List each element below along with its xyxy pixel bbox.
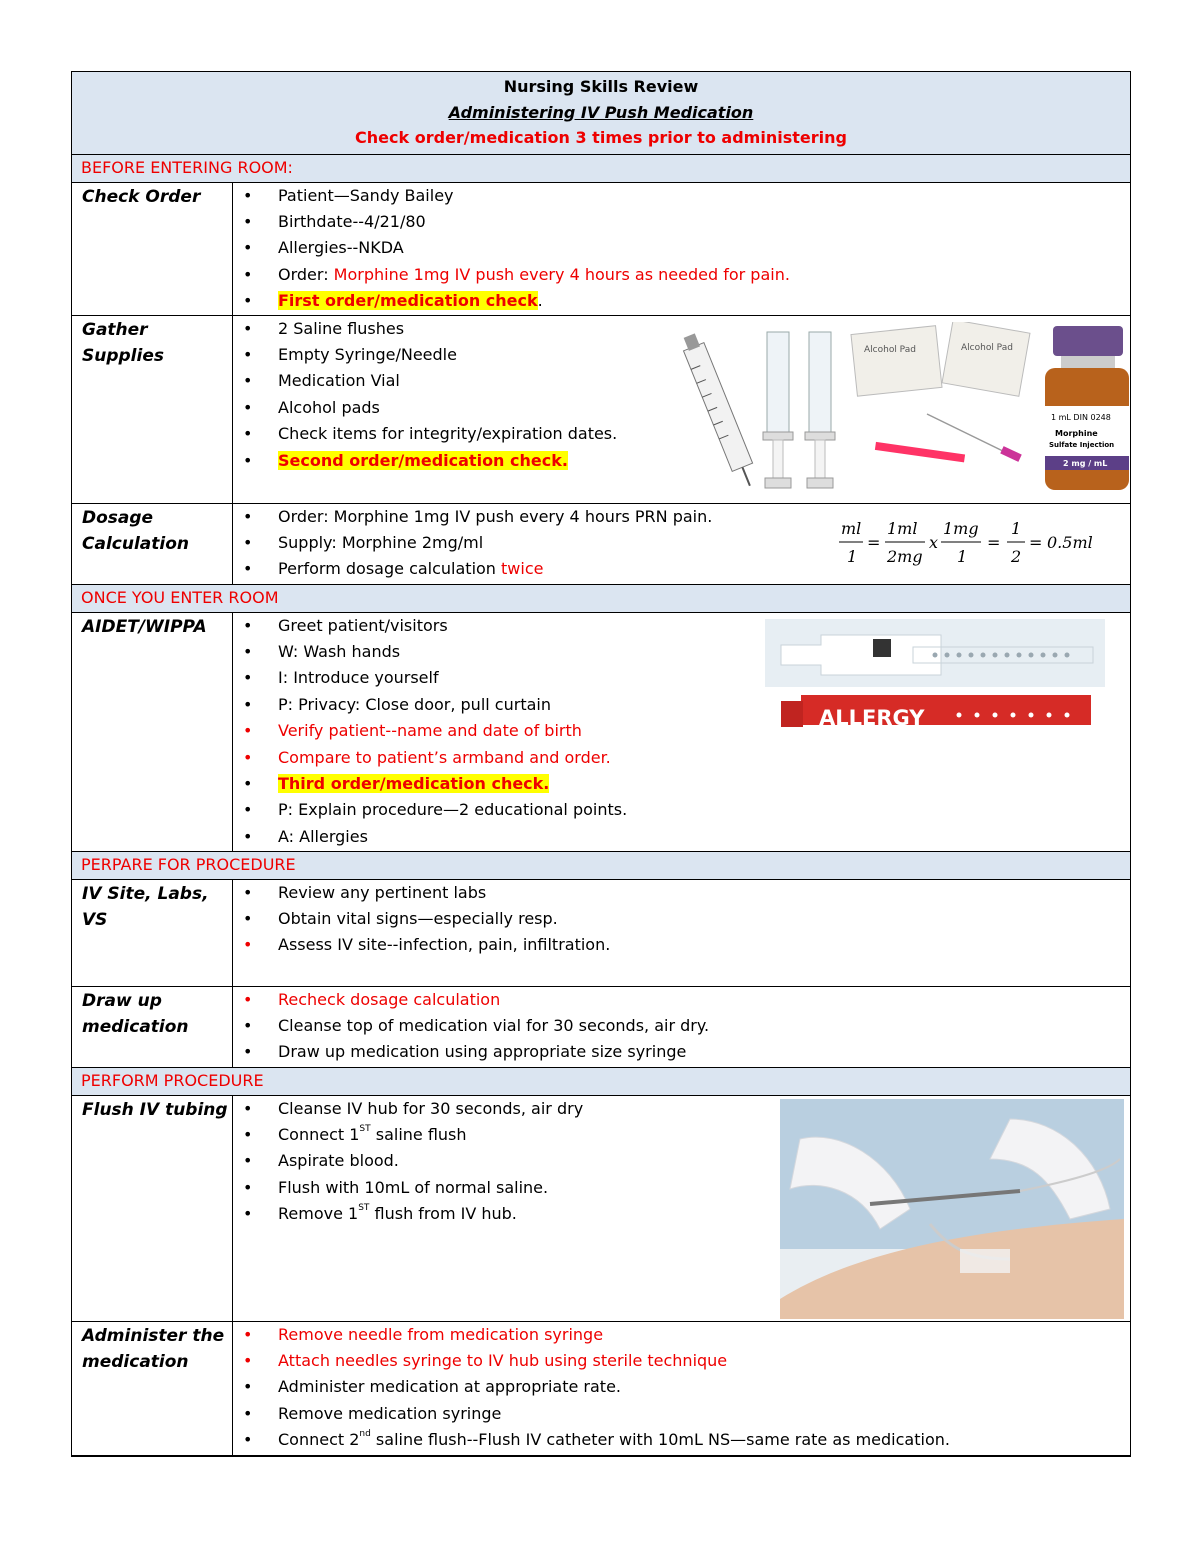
first-check: First order/medication check [278, 291, 538, 311]
svg-text:Alcohol Pad: Alcohol Pad [961, 342, 1013, 353]
row-iv-site [72, 879, 1131, 986]
list-item: • Compare to patient’s armband and order. [233, 745, 1130, 771]
list-item: • Allergies--NKDA [233, 235, 1130, 261]
label-administer: Administer the medication [72, 1321, 233, 1456]
iv-flush-photo [780, 1099, 1124, 1319]
svg-text:=: = [987, 532, 1001, 552]
list-item: • Assess IV site--infection, pain, infiltration. [233, 932, 1130, 958]
list-item: • Connect 1ST saline flush [233, 1122, 1130, 1148]
svg-text:=: = [1029, 532, 1043, 552]
svg-text:x: x [929, 532, 939, 552]
svg-text:1ml: 1ml [887, 518, 918, 538]
armband-image [763, 617, 1108, 757]
list-item: • Empty Syringe/Needle [233, 342, 1130, 368]
check-order-list [233, 183, 1130, 315]
list-item [233, 771, 1130, 797]
label-aidet: AIDET/WIPPA [72, 612, 233, 851]
section-before: BEFORE ENTERING ROOM: [72, 154, 1131, 182]
list-item: • Remove 1ST flush from IV hub. [233, 1201, 1130, 1227]
label-gather: Gather Supplies [72, 315, 233, 503]
svg-text:ALLERGY: ALLERGY [819, 705, 925, 730]
label-flush: Flush IV tubing [72, 1095, 233, 1321]
list-item: • Greet patient/visitors [233, 613, 1130, 639]
list-item: • Recheck dosage calculation [233, 987, 1130, 1013]
medication-vial-icon [1045, 326, 1129, 490]
list-item: • First order/medication check. [233, 288, 1130, 314]
order-text: Morphine 1mg IV push every 4 hours as needed for pain. [333, 264, 790, 284]
row-administer [72, 1321, 1131, 1456]
list-item: • Administer medication at appropriate rate. [233, 1374, 1130, 1400]
row-flush [72, 1095, 1131, 1321]
doc-note: Check order/medication 3 times prior to administering [355, 128, 847, 147]
list-item: • Order: Morphine 1mg IV push every 4 hours PRN pain. [233, 504, 1130, 530]
alcohol-pad-icon [942, 322, 1030, 396]
svg-text:Sulfate Injection: Sulfate Injection [1049, 440, 1115, 449]
list-item: • Connect 2nd saline flush--Flush IV catheter with 10mL NS—same rate as medication. [233, 1427, 1130, 1453]
row-dosage [72, 503, 1131, 584]
svg-text:ml: ml [841, 518, 862, 538]
list-item: • Verify patient--name and date of birth [233, 718, 1130, 744]
section-prepare: PERPARE FOR PROCEDURE [72, 851, 1131, 879]
supplies-image [679, 322, 1129, 498]
skills-table [71, 71, 1131, 1457]
list-item: • Remove medication syringe [233, 1401, 1130, 1427]
draw-up-list [233, 987, 1130, 1066]
svg-text:1: 1 [957, 546, 968, 566]
list-item: • Obtain vital signs—especially resp. [233, 906, 1130, 932]
svg-text:2 mg / mL: 2 mg / mL [1063, 458, 1108, 468]
section-once: ONCE YOU ENTER ROOM [72, 584, 1131, 612]
list-item: • P: Explain procedure—2 educational points. [233, 797, 1130, 823]
svg-text:2mg: 2mg [887, 546, 923, 566]
list-item: • Remove needle from medication syringe [233, 1322, 1130, 1348]
section-perform: PERFORM PROCEDURE [72, 1067, 1131, 1095]
list-item: • Flush with 10mL of normal saline. [233, 1175, 1130, 1201]
list-item: • P: Privacy: Close door, pull curtain [233, 692, 1130, 718]
row-gather-supplies [72, 315, 1131, 503]
svg-text:Morphine: Morphine [1055, 428, 1098, 438]
list-item: • W: Wash hands [233, 639, 1130, 665]
doc-subtitle: Administering IV Push Medication [448, 102, 754, 122]
list-item: • Supply: Morphine 2mg/ml [233, 530, 1130, 556]
label-check-order: Check Order [72, 182, 233, 315]
svg-text:=: = [867, 532, 881, 552]
svg-text:Alcohol Pad: Alcohol Pad [864, 344, 916, 355]
list-item: • Perform dosage calculation twice [233, 556, 1130, 582]
second-check: Second order/medication check. [278, 450, 568, 470]
svg-text:1mg: 1mg [943, 518, 979, 538]
list-item: • Attach needles syringe to IV hub using sterile technique [233, 1348, 1130, 1374]
list-item: • A: Allergies [233, 824, 1130, 850]
svg-text:1 mL DIN 0248: 1 mL DIN 0248 [1051, 412, 1111, 422]
allergy-armband-icon [781, 695, 1091, 730]
list-item: • Birthdate--4/21/80 [233, 209, 1130, 235]
row-draw-up [72, 986, 1131, 1067]
third-check: Third order/medication check. [278, 773, 550, 793]
list-item: • Check items for integrity/expiration dates. [233, 421, 1130, 447]
list-item: • Review any pertinent labs [233, 880, 1130, 906]
list-item: • Cleanse top of medication vial for 30 seconds, air dry. [233, 1013, 1130, 1039]
syringe-icon [679, 331, 760, 489]
alcohol-pad-icon [851, 325, 942, 396]
svg-text:0.5ml: 0.5ml [1047, 532, 1093, 552]
list-item: • Order: Morphine 1mg IV push every 4 hours as needed for pain. [233, 262, 1130, 288]
svg-text:2: 2 [1011, 546, 1022, 566]
needle-icon [875, 414, 1022, 462]
list-item: • 2 Saline flushes [233, 316, 1130, 342]
doc-title: Nursing Skills Review [503, 77, 699, 96]
svg-text:1: 1 [847, 546, 858, 566]
iv-site-list [233, 880, 1130, 959]
dosage-formula [837, 510, 1117, 574]
list-item: • Draw up medication using appropriate size syringe [233, 1039, 1130, 1065]
label-iv-site: IV Site, Labs, VS [72, 879, 233, 986]
list-item: • Patient—Sandy Bailey [233, 183, 1130, 209]
list-item: • Aspirate blood. [233, 1148, 1130, 1174]
list-item: • Cleanse IV hub for 30 seconds, air dry [233, 1096, 1130, 1122]
document [71, 71, 1130, 1457]
administer-list [233, 1322, 1130, 1454]
list-item: • Alcohol pads [233, 395, 1130, 421]
row-aidet [72, 612, 1131, 851]
list-item: • I: Introduce yourself [233, 665, 1130, 691]
svg-text:1: 1 [1011, 518, 1022, 538]
patient-armband-icon [765, 619, 1105, 687]
list-item: • Medication Vial [233, 368, 1130, 394]
row-check-order [72, 182, 1131, 315]
saline-flush-icon [763, 332, 793, 488]
header-row [72, 72, 1131, 155]
saline-flush-icon [805, 332, 835, 488]
label-draw-up: Draw up medication [72, 986, 233, 1067]
label-dosage: Dosage Calculation [72, 503, 233, 584]
